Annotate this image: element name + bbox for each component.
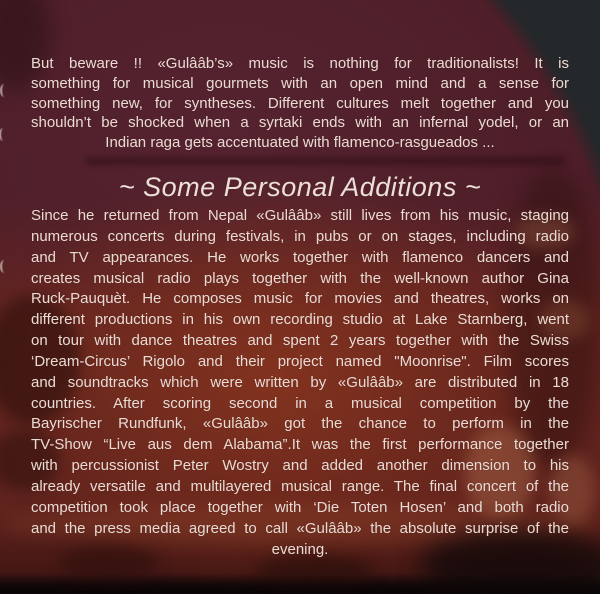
text-line: and the press media agreed to call «Gulââb» the absolute surprise of the bbox=[31, 519, 569, 537]
text-line: creates musical radio plays together with the well-known author Gina bbox=[31, 269, 569, 287]
text-line: But beware !! «Gulââb’s» music is nothing for traditionalists! It is bbox=[31, 55, 569, 72]
text-line: with percussionist Peter Wostry and added another dimension to his bbox=[31, 457, 569, 475]
body-paragraph bbox=[31, 206, 569, 560]
text-line: and TV appearances. He works together with flamenco dancers and bbox=[31, 248, 569, 266]
intro-paragraph bbox=[31, 54, 569, 153]
text-line: evening. bbox=[271, 540, 329, 558]
text-line: something new, for syntheses. Different cultures melt together and you bbox=[31, 94, 569, 112]
text-line: already versatile and multilayered musical range. The final concert of the bbox=[31, 477, 569, 495]
text-line: countries. After scoring second in a musical competition by the bbox=[31, 394, 569, 412]
text-line: on tour with dance theatres and spent 2 years together with the Swiss bbox=[31, 332, 569, 350]
scratch-mark bbox=[0, 128, 8, 141]
text-line: TV-Show “Live aus dem Alabama”.It was the first performance together bbox=[31, 436, 569, 454]
text-line: competition took place together with ‘Die Toten Hosen’ and both radio bbox=[31, 498, 569, 516]
text-line: something for musical gourmets with an open mind and a sense for bbox=[31, 74, 569, 92]
text-line: numerous concerts during festivals, in pubs or on stages, including radio bbox=[31, 227, 569, 245]
text-line: Ruck-Pauquèt. He composes music for movies and theatres, works on bbox=[31, 290, 569, 308]
text-line: and soundtracks which were written by «Gulââb» are distributed in 18 bbox=[31, 373, 569, 391]
text-line: different productions in his own recording studio at Lake Starnberg, went bbox=[31, 311, 569, 329]
text-line: ‘Dream-Circus’ Rigolo and their project named "Moonrise". Film scores bbox=[31, 352, 569, 370]
scratch-mark bbox=[0, 260, 9, 273]
text-line: Since he returned from Nepal «Gulââb» still lives from his music, staging bbox=[31, 207, 569, 224]
shadow-line bbox=[85, 157, 565, 165]
scratch-mark bbox=[0, 84, 9, 97]
text-line: Indian raga gets accentuated with flamenco-rasgueados ... bbox=[105, 134, 495, 152]
text-line: Bayrischer Rundfunk, «Gulââb» got the chance to perform in the bbox=[31, 415, 569, 433]
section-heading: ~ Some Personal Additions ~ bbox=[118, 172, 482, 202]
text-line: shouldn’t be shocked when a syrtaki ends with an infernal yodel, or an bbox=[31, 114, 569, 132]
